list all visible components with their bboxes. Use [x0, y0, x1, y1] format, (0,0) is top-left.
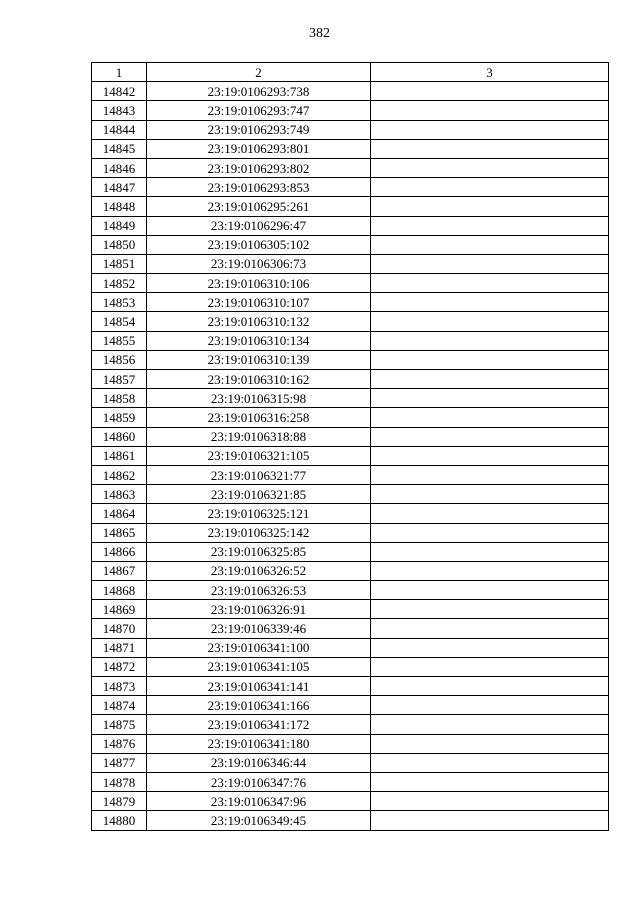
- table-row: [92, 542, 609, 561]
- table-row: [92, 772, 609, 791]
- cadastral-number-cell: 23:19:0106306:73: [147, 254, 371, 273]
- row-number-cell: 14853: [92, 293, 147, 312]
- note-cell: [371, 101, 609, 120]
- note-cell: [371, 638, 609, 657]
- column-header-2: 2: [147, 63, 371, 82]
- row-number-cell: 14871: [92, 638, 147, 657]
- page-number: 382: [309, 26, 330, 41]
- cadastral-number-cell: 23:19:0106318:88: [147, 427, 371, 446]
- note-cell: [371, 158, 609, 177]
- row-number-cell: 14855: [92, 331, 147, 350]
- cadastral-number-cell: 23:19:0106316:258: [147, 408, 371, 427]
- row-number-cell: 14872: [92, 657, 147, 676]
- column-header-1: 1: [92, 63, 147, 82]
- table-row: [92, 465, 609, 484]
- note-cell: [371, 312, 609, 331]
- cadastral-number-cell: 23:19:0106347:76: [147, 772, 371, 791]
- table-row: [92, 389, 609, 408]
- note-cell: [371, 293, 609, 312]
- note-cell: [371, 120, 609, 139]
- row-number-cell: 14873: [92, 677, 147, 696]
- row-number-cell: 14842: [92, 82, 147, 101]
- note-cell: [371, 772, 609, 791]
- note-cell: [371, 715, 609, 734]
- table-row: [92, 523, 609, 542]
- note-cell: [371, 216, 609, 235]
- note-cell: [371, 465, 609, 484]
- table-row: [92, 619, 609, 638]
- cadastral-number-cell: 23:19:0106325:121: [147, 504, 371, 523]
- cadastral-number-cell: 23:19:0106325:85: [147, 542, 371, 561]
- row-number-cell: 14868: [92, 581, 147, 600]
- row-number-cell: 14859: [92, 408, 147, 427]
- row-number-cell: 14860: [92, 427, 147, 446]
- note-cell: [371, 581, 609, 600]
- note-cell: [371, 542, 609, 561]
- note-cell: [371, 427, 609, 446]
- cadastral-number-cell: 23:19:0106341:105: [147, 657, 371, 676]
- note-cell: [371, 677, 609, 696]
- table-row: [92, 82, 609, 101]
- cadastral-number-cell: 23:19:0106310:139: [147, 350, 371, 369]
- table-row: [92, 427, 609, 446]
- table-row: [92, 734, 609, 753]
- row-number-cell: 14854: [92, 312, 147, 331]
- table-row: [92, 792, 609, 811]
- row-number-cell: 14863: [92, 485, 147, 504]
- table-row: [92, 274, 609, 293]
- table-row: [92, 139, 609, 158]
- table-row: [92, 504, 609, 523]
- note-cell: [371, 734, 609, 753]
- table-row: [92, 696, 609, 715]
- row-number-cell: 14877: [92, 753, 147, 772]
- note-cell: [371, 696, 609, 715]
- note-cell: [371, 82, 609, 101]
- table-row: [92, 370, 609, 389]
- row-number-cell: 14865: [92, 523, 147, 542]
- note-cell: [371, 600, 609, 619]
- table-header: [92, 63, 609, 82]
- row-number-cell: 14874: [92, 696, 147, 715]
- table-row: [92, 408, 609, 427]
- table-row: [92, 350, 609, 369]
- cadastral-number-cell: 23:19:0106315:98: [147, 389, 371, 408]
- table-row: [92, 254, 609, 273]
- cadastral-number-cell: 23:19:0106293:749: [147, 120, 371, 139]
- cadastral-number-cell: 23:19:0106349:45: [147, 811, 371, 830]
- table-row: [92, 485, 609, 504]
- note-cell: [371, 561, 609, 580]
- cadastral-number-cell: 23:19:0106326:52: [147, 561, 371, 580]
- registry-table: [91, 62, 609, 831]
- note-cell: [371, 274, 609, 293]
- table-row: [92, 811, 609, 830]
- row-number-cell: 14864: [92, 504, 147, 523]
- table-row: [92, 331, 609, 350]
- row-number-cell: 14850: [92, 235, 147, 254]
- row-number-cell: 14875: [92, 715, 147, 734]
- row-number-cell: 14844: [92, 120, 147, 139]
- row-number-cell: 14880: [92, 811, 147, 830]
- table-row: [92, 293, 609, 312]
- row-number-cell: 14879: [92, 792, 147, 811]
- note-cell: [371, 254, 609, 273]
- cadastral-number-cell: 23:19:0106293:802: [147, 158, 371, 177]
- cadastral-number-cell: 23:19:0106325:142: [147, 523, 371, 542]
- table-row: [92, 216, 609, 235]
- column-header-3: 3: [371, 63, 609, 82]
- row-number-cell: 14843: [92, 101, 147, 120]
- row-number-cell: 14845: [92, 139, 147, 158]
- note-cell: [371, 504, 609, 523]
- note-cell: [371, 753, 609, 772]
- cadastral-number-cell: 23:19:0106293:801: [147, 139, 371, 158]
- row-number-cell: 14849: [92, 216, 147, 235]
- note-cell: [371, 408, 609, 427]
- cadastral-number-cell: 23:19:0106310:132: [147, 312, 371, 331]
- table-row: [92, 197, 609, 216]
- header-row: [92, 63, 609, 82]
- row-number-cell: 14876: [92, 734, 147, 753]
- table-row: [92, 446, 609, 465]
- note-cell: [371, 792, 609, 811]
- cadastral-number-cell: 23:19:0106295:261: [147, 197, 371, 216]
- cadastral-number-cell: 23:19:0106341:172: [147, 715, 371, 734]
- table-row: [92, 178, 609, 197]
- cadastral-number-cell: 23:19:0106341:180: [147, 734, 371, 753]
- note-cell: [371, 485, 609, 504]
- table-row: [92, 158, 609, 177]
- cadastral-number-cell: 23:19:0106310:134: [147, 331, 371, 350]
- note-cell: [371, 446, 609, 465]
- row-number-cell: 14847: [92, 178, 147, 197]
- note-cell: [371, 350, 609, 369]
- table-row: [92, 235, 609, 254]
- table-row: [92, 657, 609, 676]
- row-number-cell: 14878: [92, 772, 147, 791]
- row-number-cell: 14867: [92, 561, 147, 580]
- table-row: [92, 715, 609, 734]
- note-cell: [371, 331, 609, 350]
- cadastral-number-cell: 23:19:0106310:107: [147, 293, 371, 312]
- note-cell: [371, 619, 609, 638]
- cadastral-number-cell: 23:19:0106346:44: [147, 753, 371, 772]
- note-cell: [371, 178, 609, 197]
- table-row: [92, 600, 609, 619]
- row-number-cell: 14852: [92, 274, 147, 293]
- cadastral-number-cell: 23:19:0106310:162: [147, 370, 371, 389]
- table-row: [92, 101, 609, 120]
- cadastral-number-cell: 23:19:0106293:853: [147, 178, 371, 197]
- cadastral-number-cell: 23:19:0106321:85: [147, 485, 371, 504]
- cadastral-number-cell: 23:19:0106341:141: [147, 677, 371, 696]
- table-row: [92, 638, 609, 657]
- row-number-cell: 14857: [92, 370, 147, 389]
- row-number-cell: 14869: [92, 600, 147, 619]
- note-cell: [371, 197, 609, 216]
- note-cell: [371, 139, 609, 158]
- table-row: [92, 581, 609, 600]
- table-row: [92, 120, 609, 139]
- cadastral-number-cell: 23:19:0106305:102: [147, 235, 371, 254]
- cadastral-number-cell: 23:19:0106321:77: [147, 465, 371, 484]
- table-row: [92, 753, 609, 772]
- note-cell: [371, 389, 609, 408]
- cadastral-number-cell: 23:19:0106326:53: [147, 581, 371, 600]
- row-number-cell: 14851: [92, 254, 147, 273]
- row-number-cell: 14870: [92, 619, 147, 638]
- note-cell: [371, 370, 609, 389]
- row-number-cell: 14848: [92, 197, 147, 216]
- row-number-cell: 14862: [92, 465, 147, 484]
- cadastral-number-cell: 23:19:0106339:46: [147, 619, 371, 638]
- cadastral-number-cell: 23:19:0106341:100: [147, 638, 371, 657]
- note-cell: [371, 811, 609, 830]
- row-number-cell: 14858: [92, 389, 147, 408]
- row-number-cell: 14846: [92, 158, 147, 177]
- table-row: [92, 677, 609, 696]
- row-number-cell: 14856: [92, 350, 147, 369]
- cadastral-number-cell: 23:19:0106293:738: [147, 82, 371, 101]
- cadastral-number-cell: 23:19:0106296:47: [147, 216, 371, 235]
- table-row: [92, 561, 609, 580]
- note-cell: [371, 235, 609, 254]
- table-body: [92, 82, 609, 830]
- cadastral-number-cell: 23:19:0106321:105: [147, 446, 371, 465]
- note-cell: [371, 523, 609, 542]
- row-number-cell: 14866: [92, 542, 147, 561]
- table-row: [92, 312, 609, 331]
- cadastral-number-cell: 23:19:0106293:747: [147, 101, 371, 120]
- note-cell: [371, 657, 609, 676]
- cadastral-number-cell: 23:19:0106347:96: [147, 792, 371, 811]
- cadastral-number-cell: 23:19:0106341:166: [147, 696, 371, 715]
- cadastral-number-cell: 23:19:0106326:91: [147, 600, 371, 619]
- cadastral-number-cell: 23:19:0106310:106: [147, 274, 371, 293]
- row-number-cell: 14861: [92, 446, 147, 465]
